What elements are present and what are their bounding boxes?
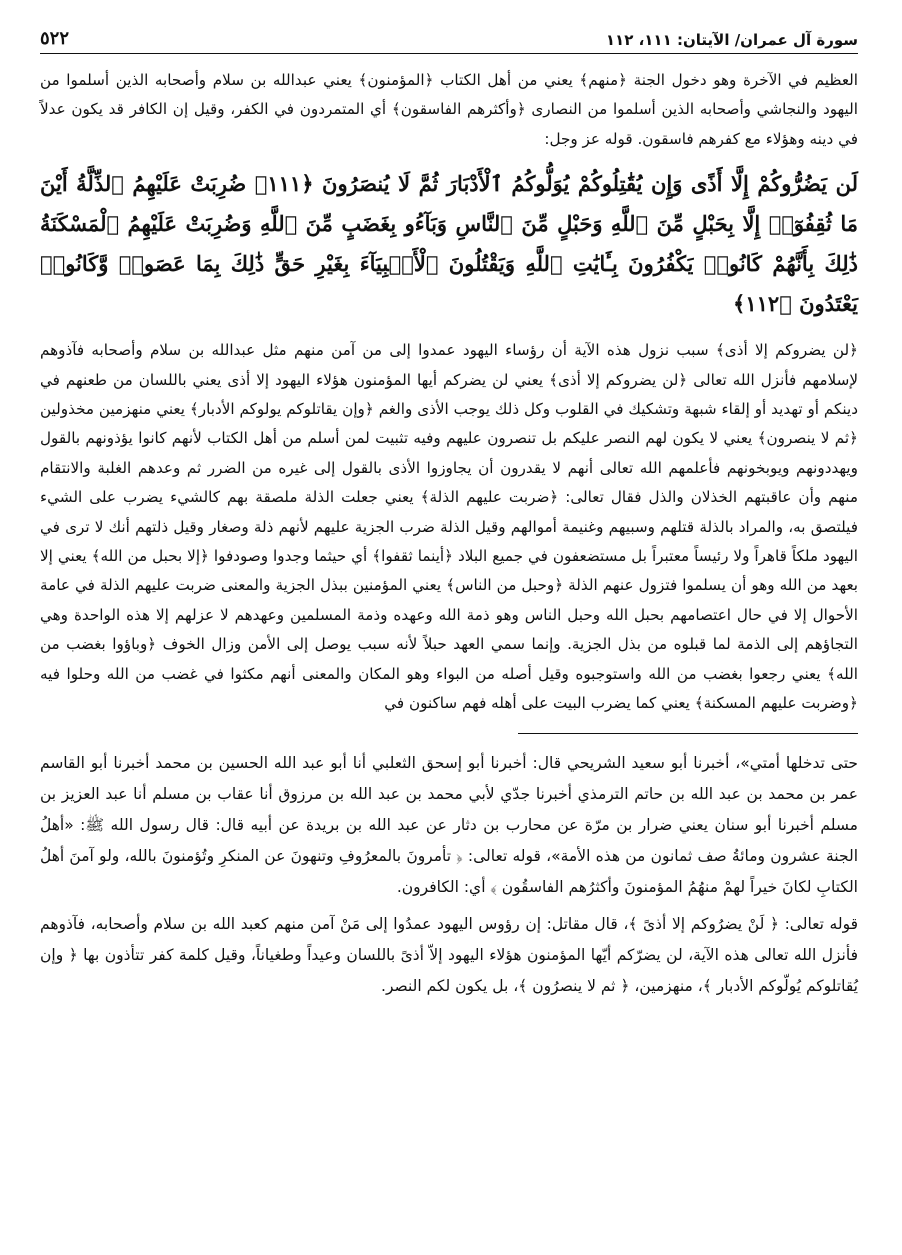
footnote-separator	[518, 733, 858, 734]
page-header	[40, 28, 858, 54]
commentary-paragraph: ﴿لن يضروكم إلا أذى﴾ سبب نزول هذه الآية أن رؤساء اليهود عمدوا إلى من آمن منهم مثل عبدالله بن سلام وأصحابه فآذوهم لإسلامهم فأنزل الله تعالى ﴿لن يضروكم إلا أذى﴾ يعني لن يضركم أيها المؤمنون هؤلاء اليهود إلا أذى يعني باللسان من طعنهم في دينكم أو تهديد أو إلقاء شبهة وتشكيك في القلوب وكل ذلك يوجب الأذى والغم ﴿وإن يقاتلوكم يولوكم الأدبار﴾ يعني منهزمين مخذولين ﴿ثم لا ينصرون﴾ يعني لا يكون لهم النصر عليكم بل تنصرون عليهم وفيه تثبيت لمن أسلم من أهل الكتاب لأنهم كانوا يؤذونهم بالقول ويهددونهم ويوبخونهم فأعلمهم الله تعالى أنهم لا يقدرون أن يجاوزوا الأذى بالقول إلى غيره من الضرر ثم وعدهم الغلبة والانتقام منهم وأن عاقبتهم الخذلان والذل فقال تعالى: ﴿ضربت عليهم الذلة﴾ يعني جعلت الذلة ملصقة بهم كالشيء يضرب على الشيء فيلتصق به، والمراد بالذلة قتلهم وسبيهم وغنيمة أموالهم وقيل الذلة ضرب الجزية عليهم لأنهم ذلة وصغار وقيل ذلتهم أنك لا ترى في اليهود ملكاً قاهراً ولا رئيساً معتبراً بل مستضعفون في جميع البلاد ﴿أينما ثقفوا﴾ أي حيثما وجدوا وصودفوا ﴿إلا بحبل من الله﴾ يعني إلا بعهد من الله وهو أن يسلموا فتزول عنهم الذلة ﴿وحبل من الناس﴾ يعني المؤمنين ببذل الجزية والمعنى ضربت عليهم الذلة في عامة الأحوال إلا في حال اعتصامهم بحبل الله وحبل الناس وهو ذمة الله وعهده وذمة المسلمين وعهدهم لا عزلهم إلا هذه الواحدة وهي التجاؤهم إلى الذمة لما قبلوه من بذل الجزية. وإنما سمي العهد حبلاً لأنه سبب يوصل إلى الأمن وزال الخوف ﴿وباؤوا بغضب من الله﴾ يعني رجعوا بغضب من الله واستوجبوه وقيل أصله من البواء وهو المكان والمعنى أنهم مكثوا في غضب من الله وحلوا فيه ﴿وضربت عليهم المسكنة﴾ يعني كما يضرب البيت على أهله فهم ساكنون في	[40, 341, 858, 713]
footnote-paragraph: قوله تعالى: ﴿ لَنْ يضرُوكم إلا أذىً ﴾، قال مقاتل: إن رؤوس اليهود عمدُوا إلى مَنْ آمن منهم كعبد الله بن سلام وأصحابه، فآذوهم فأنزل الله تعالى هذه الآية، لن يضرّكم أيّها المؤمنون هؤلاء اليهود إلاّ أذىً باللسان وعيداً وطغياناً، وقيل كلمة كفر تتأذون بها ﴿ وإن يُقاتلوكم يُولّوكم الأدبار ﴾، منهزمين، ﴿ ثم لا ينصرُون ﴾، بل يكون لكم النصر.	[40, 914, 858, 995]
quran-verse: لَن يَضُرُّوكُمْ إِلَّا أَذًى وَإِن يُقَٰتِلُوكُمْ يُوَلُّوكُمُ ٱلْأَدْبَارَ ثُمَّ لَا يُنصَرُونَ ﴿١١١﴾ ضُرِبَتْ عَلَيْهِمُ ٱلذِّلَّةُ أَيْنَ مَا ثُقِفُوٓا۟ إِلَّا بِحَبْلٍ مِّنَ ٱللَّهِ وَحَبْلٍ مِّنَ ٱلنَّاسِ وَبَآءُو بِغَضَبٍ مِّنَ ٱللَّهِ وَضُرِبَتْ عَلَيْهِمُ ٱلْمَسْكَنَةُ ذَٰلِكَ بِأَنَّهُمْ كَانُوا۟ يَكْفُرُونَ بِـَٔايَٰتِ ٱللَّهِ وَيَقْتُلُونَ ٱلْأَنۢبِيَآءَ بِغَيْرِ حَقٍّ ذَٰلِكَ بِمَا عَصَوا۟ وَّكَانُوا۟ يَعْتَدُونَ ﴿١١٢﴾	[40, 171, 858, 317]
running-title: سورة آل عمران/ الآيتان: ١١١، ١١٢	[605, 31, 858, 49]
page-number: ٥٢٢	[40, 28, 70, 49]
intro-paragraph: العظيم في الآخرة وهو دخول الجنة ﴿منهم﴾ يعني من أهل الكتاب ﴿المؤمنون﴾ يعني عبدالله بن سلام وأصحابه الذين أسلموا من اليهود والنجاشي وأصحابه الذين أسلموا من النصارى ﴿وأكثرهم الفاسقون﴾ أي المتمردون في الكفر، وقيل إن الكافر قد يكون عدلاً في دينه وهؤلاء مع كفرهم فاسقون. قوله عز وجل:	[40, 71, 858, 148]
footnote-paragraph: حتى تدخلها أمتي»، أخبرنا أبو سعيد الشريحي قال: أخبرنا أبو إسحق الثعلبي أنا أبو عبد الله الحسين بن محمد أخبرنا أبو القاسم عمر بن محمد بن عبد الله بن حاتم الترمذي أخبرنا جدّي لأبي محمد بن عبد الله بن مرزوق أنا عقاب بن مسلم أنا عبد العزيز بن مسلم أخبرنا أبو سنان يعني ضرار بن مرّة عن محارب بن دثار عن عبد الله بن بريدة عن أبيه قال: قال رسول الله ﷺ: «أهلُ الجنة عشرون ومائةُ صف ثمانون من هذه الأمة»، قوله تعالى: ﴿ تأمرونَ بالمعرُوفِ وتنهونَ عن المنكرِ وتُؤمنونَ بالله، ولو آمنَ أهلُ الكتابِ لكانَ خيراً لهمْ منهُمُ المؤمنونَ وأكثرُهم الفاسقُون ﴾ أي: الكافرون.	[40, 753, 858, 896]
